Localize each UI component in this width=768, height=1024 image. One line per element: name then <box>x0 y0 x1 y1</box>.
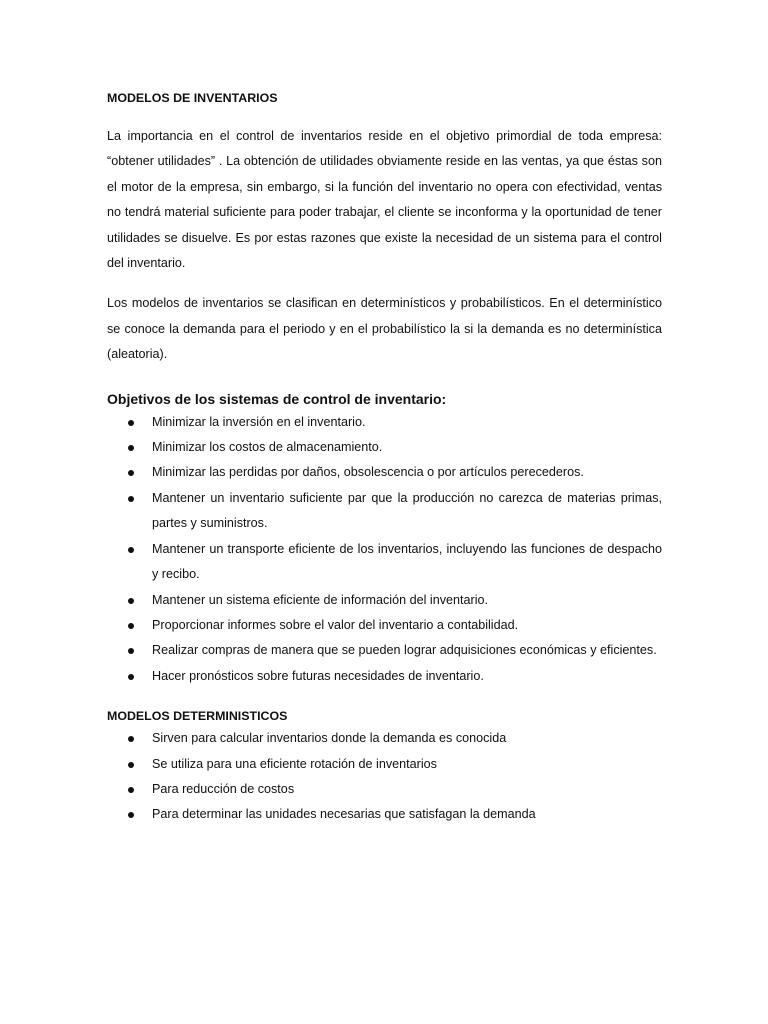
list-item-text: Se utiliza para una eficiente rotación de inventarios <box>152 756 437 771</box>
bullet-icon <box>128 812 134 818</box>
list-item-text: Minimizar la inversión en el inventario. <box>152 414 366 429</box>
intro-paragraph: La importancia en el control de inventarios reside en el objetivo primordial de toda empresa: “obtener utilidades” . La obtención de utilidades obviamente reside en las ventas, ya que éstas son el motor de la empresa, sin embargo, si la función del inventario no opera con efectividad, ventas no tendrá material suficiente para poder trabajar, el cliente se inconforma y la oportunidad de tener utilidades se disuelve. Es por estas razones que existe la necesidad de un sistema para el control del inventario. <box>107 129 662 271</box>
list-item-text: Sirven para calcular inventarios donde la demanda es conocida <box>152 731 507 746</box>
bullet-icon <box>128 598 134 604</box>
bullet-icon <box>128 445 134 451</box>
list-item-text: Para determinar las unidades necesarias que satisfagan la demanda <box>152 807 536 822</box>
bullet-icon <box>128 648 134 654</box>
deterministic-list <box>107 726 662 828</box>
bullet-icon <box>128 470 134 476</box>
deterministic-heading: MODELOS DETERMINISTICOS <box>107 709 288 724</box>
bullet-icon <box>128 496 134 502</box>
list-item-text: Proporcionar informes sobre el valor del inventario a contabilidad. <box>152 617 519 632</box>
list-item <box>107 460 662 485</box>
list-item <box>107 752 662 777</box>
objectives-list <box>107 410 662 689</box>
list-item-text: Minimizar las perdidas por daños, obsolescencia o por artículos perecederos. <box>152 465 584 480</box>
list-item <box>107 588 662 613</box>
bullet-icon <box>128 787 134 793</box>
list-item-text: Mantener un sistema eficiente de información del inventario. <box>152 592 489 607</box>
bullet-icon <box>128 547 134 553</box>
list-item <box>107 410 662 435</box>
list-item <box>107 664 662 689</box>
classification-paragraph: Los modelos de inventarios se clasifican en determinísticos y probabilísticos. En el determinístico se conoce la demanda para el periodo y en el probabilístico la si la demanda es no determinística (aleatoria). <box>107 296 662 362</box>
list-item-text: Hacer pronósticos sobre futuras necesidades de inventario. <box>152 668 484 683</box>
list-item-text: Realizar compras de manera que se pueden lograr adquisiciones económicas y eficientes. <box>152 643 657 658</box>
bullet-icon <box>128 674 134 680</box>
list-item <box>107 777 662 802</box>
list-item <box>107 726 662 751</box>
list-item-text: Minimizar los costos de almacenamiento. <box>152 440 383 455</box>
bullet-icon <box>128 420 134 426</box>
list-item-text: Mantener un inventario suficiente par que la producción no carezca de materias primas, partes y suministros. <box>152 490 662 531</box>
bullet-icon <box>128 762 134 768</box>
list-item <box>107 613 662 638</box>
list-item-text: Para reducción de costos <box>152 781 295 796</box>
list-item-text: Mantener un transporte eficiente de los inventarios, incluyendo las funciones de despacho y recibo. <box>152 541 662 582</box>
objectives-heading: Objetivos de los sistemas de control de inventario: <box>107 390 447 407</box>
list-item <box>107 537 662 588</box>
list-item <box>107 435 662 460</box>
bullet-icon <box>128 623 134 629</box>
list-item <box>107 802 662 827</box>
list-item <box>107 638 662 663</box>
list-item <box>107 486 662 537</box>
document-title: MODELOS DE INVENTARIOS <box>107 91 278 105</box>
bullet-icon <box>128 736 134 742</box>
